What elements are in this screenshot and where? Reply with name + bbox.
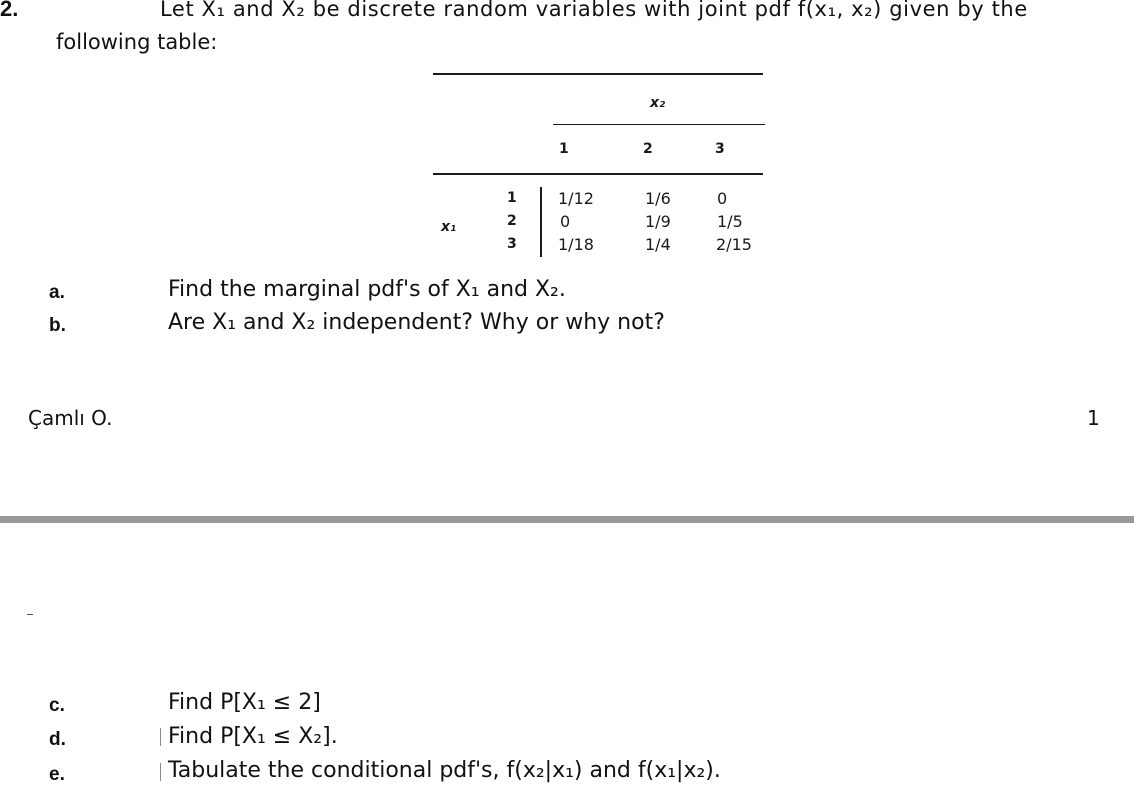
row-variable-label: x₁ — [441, 219, 457, 235]
col-header-3: 3 — [715, 141, 725, 157]
col-variable-label: x₂ — [650, 95, 666, 111]
question-e-text: Tabulate the conditional pdf's, f(x₂|x₁) and f(x₁|x₂). — [168, 758, 721, 783]
table-cell: 2/15 — [716, 235, 752, 254]
margin-mark — [160, 728, 161, 746]
margin-mark — [27, 614, 33, 615]
question-c-letter: c. — [49, 695, 65, 716]
table-cell: 1/5 — [717, 212, 743, 231]
row-header-divider — [540, 187, 542, 257]
question-a-letter: a. — [49, 282, 65, 303]
table-cell: 0 — [717, 189, 728, 208]
problem-intro-line1: Let X₁ and X₂ be discrete random variables with joint pdf f(x₁, x₂) given by the — [160, 0, 1028, 21]
question-b-letter: b. — [49, 315, 66, 336]
table-cell: 1/12 — [558, 189, 594, 208]
col-header-2: 2 — [643, 141, 653, 157]
problem-number: 2. — [0, 0, 19, 21]
table-cell: 1/18 — [558, 235, 594, 254]
question-b-text: Are X₁ and X₂ independent? Why or why not? — [168, 310, 665, 335]
table-top-rule — [433, 73, 763, 75]
question-e-letter: e. — [49, 764, 65, 785]
table-cell: 0 — [560, 212, 571, 231]
table-cell: 1/9 — [645, 212, 671, 231]
col-header-1: 1 — [559, 141, 569, 157]
page-separator — [0, 516, 1134, 523]
header-bottom-rule — [433, 173, 763, 175]
row-header-2: 2 — [507, 213, 517, 229]
margin-mark — [160, 763, 161, 781]
footer-author: Çamlı O. — [28, 406, 113, 430]
problem-intro-line2: following table: — [56, 30, 218, 54]
question-c-text: Find P[X₁ ≤ 2] — [168, 690, 321, 715]
footer-page-number: 1 — [1087, 406, 1100, 430]
col-header-rule — [553, 124, 765, 125]
question-a-text: Find the marginal pdf's of X₁ and X₂. — [168, 277, 566, 302]
question-d-text: Find P[X₁ ≤ X₂]. — [168, 724, 338, 749]
table-cell: 1/4 — [645, 235, 671, 254]
row-header-1: 1 — [507, 190, 517, 206]
table-cell: 1/6 — [645, 189, 671, 208]
question-d-letter: d. — [49, 729, 66, 750]
row-header-3: 3 — [507, 236, 517, 252]
